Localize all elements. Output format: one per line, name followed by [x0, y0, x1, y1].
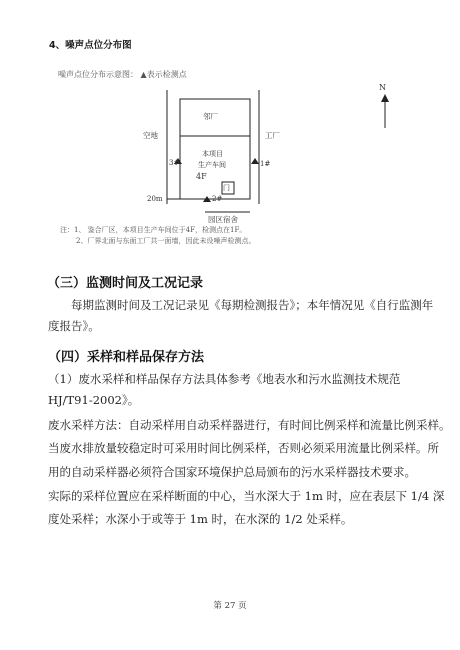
label-distance: 20m [147, 195, 163, 203]
section4-line-6: 实际的采样位置应在采样断面的中心，当水深大于 1m 时，应在表层下 1/4 深 [48, 489, 445, 503]
north-arrow-head [381, 94, 389, 102]
section4-line-5: 用的自动采样器必须符合国家环境保护总局颁布的污水采样器技术要求。 [48, 465, 416, 479]
label-point-2: 2# [212, 195, 223, 203]
north-label: N [379, 83, 386, 92]
section3-line-1: 每期监测时间及工况记录见《每期检测报告》；本年情况见《自行监测年 [71, 298, 434, 312]
section4-line-4: 当废水排放量较稳定时可采用时间比例采样，否则必须采用流量比例采样。所 [48, 441, 439, 455]
label-factory-1: 本项目 [202, 150, 223, 158]
section4-line-7: 度处采样；水深小于或等于 1m 时，在水深的 1/2 处采样。 [48, 512, 353, 526]
section-title: 4、噪声点位分布图 [49, 40, 132, 51]
figure-note-2: 2、厂界北面与东面工厂共一面墙，因此未设噪声检测点。 [76, 237, 256, 245]
section4-line-3: 废水采样方法：自动采样用自动采样器进行，有时间比例采样和流量比例采样。 [48, 418, 451, 432]
section4-line-1: （1）废水采样和样品保存方法具体参考《地表水和污水监测技术规范 [48, 372, 401, 386]
label-factory-2: 生产车间 [198, 161, 226, 169]
label-floor: 4F [196, 172, 207, 181]
label-door: 门 [223, 184, 230, 192]
label-kongdi: 空地 [143, 131, 158, 140]
noise-point-diagram [55, 64, 415, 254]
label-point-1: 1# [260, 160, 271, 168]
label-lingchang: 邻厂 [203, 112, 218, 121]
label-gongchang: 工厂 [265, 131, 280, 140]
section4-heading: （四）采样和样品保存方法 [48, 350, 205, 365]
figure-note-1: 注：1、 鉴合厂区，本项目生产车间位于4F，检测点在1F。 [60, 226, 247, 234]
section3-line-2: 度报告》。 [48, 319, 100, 333]
figure-caption: 噪声点位分布示意图： ▲表示检测点 [58, 70, 187, 79]
point-1-marker [251, 158, 259, 164]
label-point-3: 3# [169, 159, 180, 167]
section3-heading: （三）监测时间及工况记录 [47, 276, 204, 291]
label-dorm: 园区宿舍 [208, 215, 238, 224]
page-number: 第 27 页 [213, 601, 247, 611]
section4-line-2: HJ/T91-2002》。 [48, 393, 140, 407]
